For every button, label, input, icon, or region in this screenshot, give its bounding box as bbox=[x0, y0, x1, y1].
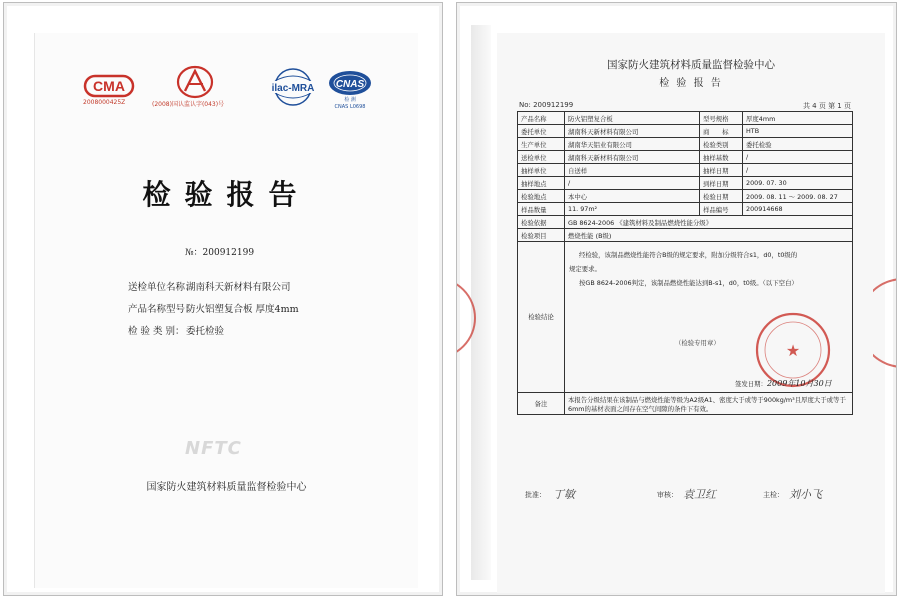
row-value: 自送样 bbox=[565, 164, 700, 177]
issue-date-label: 签发日期： bbox=[735, 380, 767, 388]
report-page bbox=[497, 33, 885, 593]
report-number: No: 200912199 bbox=[519, 101, 574, 109]
cover-title: 检验报告 bbox=[142, 178, 311, 211]
row-value: 防火铝塑复合板 bbox=[565, 112, 700, 125]
cnas-logo-text: CNAS bbox=[335, 79, 365, 90]
ilac-logo-text: ilac-MRA bbox=[271, 83, 315, 94]
row-label: 委托单位 bbox=[518, 125, 565, 138]
cal-logo bbox=[175, 65, 215, 103]
field-label: 产品名称型号： bbox=[128, 304, 195, 315]
table-row-basis bbox=[518, 216, 853, 229]
row-value: 湖南华天铝业有限公司 bbox=[565, 138, 700, 151]
cma-caption: 2008000425Z bbox=[83, 99, 126, 106]
conclusion-line: 经检验，该制品燃烧性能符合B级的规定要求，附加分级符合s1，d0，t0级的 bbox=[579, 251, 798, 259]
table-row bbox=[518, 164, 853, 177]
row-label: 商 标 bbox=[700, 125, 743, 138]
table-row bbox=[518, 112, 853, 125]
row-label: 检验日期 bbox=[700, 190, 743, 203]
row-value: / bbox=[743, 164, 853, 177]
table-row bbox=[518, 125, 853, 138]
approver-signature: 丁敏 bbox=[553, 488, 575, 501]
table-row-conclusion bbox=[518, 242, 853, 393]
row-label: 样品数量 bbox=[518, 203, 565, 216]
conclusion-line: 规定要求。 bbox=[569, 265, 601, 273]
cnas-logo bbox=[327, 69, 373, 113]
stamp-note: （检验专用章） bbox=[675, 339, 720, 347]
row-label: 型号规格 bbox=[700, 112, 743, 125]
row-label: 产品名称 bbox=[518, 112, 565, 125]
field-label: 送检单位名称： bbox=[128, 282, 195, 293]
table-row-remark bbox=[518, 393, 853, 415]
approve-label: 批准： bbox=[525, 491, 546, 499]
row-value: 湖南科天新材料有限公司 bbox=[565, 151, 700, 164]
cover-field-submitter bbox=[128, 279, 291, 293]
row-label: 到样日期 bbox=[700, 177, 743, 190]
items-value: 燃烧性能 (B级) bbox=[565, 229, 853, 242]
row-value: 厚度4mm bbox=[743, 112, 853, 125]
row-label: 抽样单位 bbox=[518, 164, 565, 177]
svg-text:★: ★ bbox=[785, 341, 801, 360]
field-value: 防火铝塑复合板 厚度4mm bbox=[186, 304, 299, 315]
inspector-signature: 刘小飞 bbox=[789, 488, 822, 501]
row-label: 检验类别 bbox=[700, 138, 743, 151]
table-row bbox=[518, 138, 853, 151]
table-row bbox=[518, 190, 853, 203]
basis-value: GB 8624-2006 《建筑材料及制品燃烧性能分级》 bbox=[565, 216, 853, 229]
row-value: 2009. 07. 30 bbox=[743, 177, 853, 190]
ilac-mra-logo bbox=[267, 67, 319, 111]
report-header-title: 检 验 报 告 bbox=[659, 78, 723, 89]
row-label: 样品编号 bbox=[700, 203, 743, 216]
svg-text:CNAS L0698: CNAS L0698 bbox=[334, 104, 366, 109]
row-label: 检验依据 bbox=[518, 216, 565, 229]
table-row bbox=[518, 151, 853, 164]
row-value: 本中心 bbox=[565, 190, 700, 203]
review-label: 审核： bbox=[657, 491, 678, 499]
row-label: 抽样日期 bbox=[700, 164, 743, 177]
row-value: HTB bbox=[743, 125, 853, 138]
row-label: 送检单位 bbox=[518, 151, 565, 164]
table-row bbox=[518, 203, 853, 216]
conclusion-line: 按GB 8624-2006判定，该制品燃烧性能达到B-s1，d0，t0级。（以下空白） bbox=[579, 279, 798, 287]
row-label: 生产单位 bbox=[518, 138, 565, 151]
field-label: 检 验 类 别： bbox=[128, 326, 185, 337]
page-count: 共 4 页 第 1 页 bbox=[802, 102, 851, 110]
conclusion-label: 检验结论 bbox=[518, 242, 565, 393]
table-row bbox=[518, 177, 853, 190]
reviewer-signature: 袁卫红 bbox=[683, 488, 716, 501]
cover-photo-frame bbox=[3, 2, 443, 596]
cover-field-inspection-type bbox=[128, 323, 224, 337]
field-value: 湖南科天新材料有限公司 bbox=[186, 282, 291, 293]
row-label: 抽样地点 bbox=[518, 177, 565, 190]
report-table bbox=[517, 111, 853, 415]
table-row-items bbox=[518, 229, 853, 242]
nftc-watermark: NFTC bbox=[185, 438, 242, 459]
page-edge-stamp bbox=[873, 273, 897, 373]
row-value: 湖南科天新材料有限公司 bbox=[565, 125, 700, 138]
cover-page bbox=[34, 33, 418, 588]
row-label: 检验地点 bbox=[518, 190, 565, 203]
cover-field-product bbox=[128, 301, 299, 315]
cover-organization: 国家防火建筑材料质量监督检验中心 bbox=[146, 482, 307, 493]
conclusion-cell bbox=[565, 242, 853, 393]
row-value: 2009. 08. 11 ～ 2009. 08. 27 bbox=[743, 190, 853, 203]
main-inspector-label: 主检： bbox=[763, 491, 784, 499]
cover-report-number: №：200912199 bbox=[185, 248, 255, 258]
cma-logo-text: CMA bbox=[93, 78, 125, 94]
row-label: 检验项目 bbox=[518, 229, 565, 242]
remark-label: 备注 bbox=[518, 393, 565, 415]
field-value: 委托检验 bbox=[186, 326, 225, 337]
row-value: / bbox=[565, 177, 700, 190]
remark-cell bbox=[565, 393, 853, 415]
issue-date-value: 2009年10月30日 bbox=[766, 379, 832, 388]
row-value: 11. 97m² bbox=[565, 203, 700, 216]
report-photo-frame bbox=[456, 2, 897, 596]
svg-text:检 测: 检 测 bbox=[344, 97, 356, 103]
remark-text: 本报告分级结果在该制品与燃烧性能等级为A2级A1、密度大于或等于900kg/m³且厚度大于或等于6mm的基材表面之间存在空气间隙的条件下有效。 bbox=[568, 396, 846, 413]
row-value: 200914668 bbox=[743, 203, 853, 216]
cal-caption: (2008)国认监认字(043)号 bbox=[152, 101, 225, 108]
row-label: 抽样基数 bbox=[700, 151, 743, 164]
row-value: 委托检验 bbox=[743, 138, 853, 151]
row-value: / bbox=[743, 151, 853, 164]
issue-date bbox=[735, 378, 832, 389]
report-header-org: 国家防火建筑材料质量监督检验中心 bbox=[607, 59, 775, 71]
fold-stamp-left-half bbox=[456, 273, 479, 363]
